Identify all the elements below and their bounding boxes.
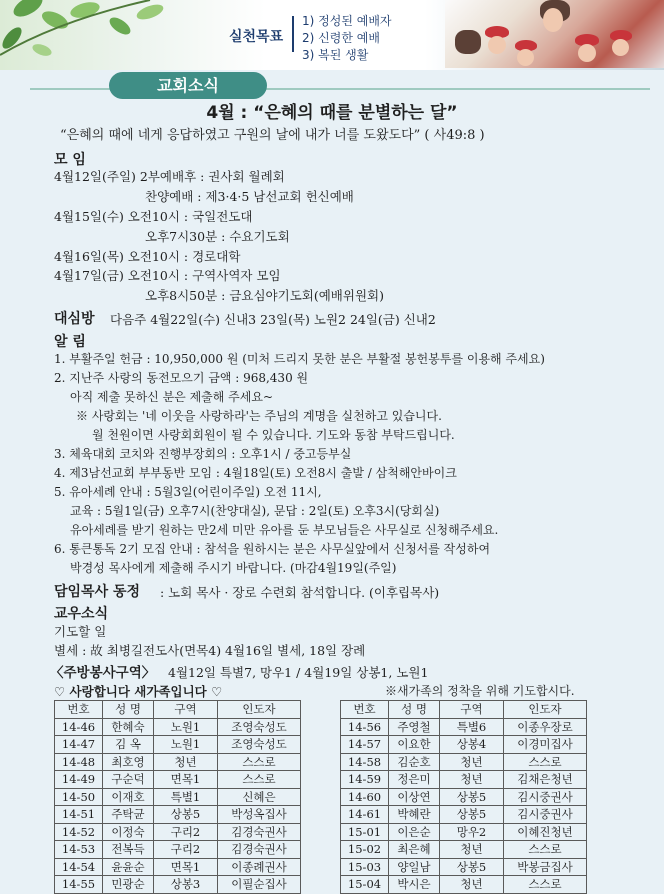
table-cell: 14-48: [55, 753, 103, 771]
table-cell: 김경숙권사: [218, 841, 301, 859]
table-cell: 청년: [440, 876, 504, 894]
notice-line: 아직 제출 못하신 분은 제출해 주세요~: [70, 390, 274, 404]
notice-line: 유아세례를 받기 원하는 만2세 미만 유아를 둔 부모님들은 사무실로 신청해주세요.: [70, 523, 499, 537]
notices-heading: 알 림: [54, 334, 86, 350]
table-cell: 14-59: [341, 771, 389, 789]
table-cell: 조영숙성도: [218, 718, 301, 736]
table-cell: 박봉금집사: [504, 858, 587, 876]
goals-label: 실천목표: [229, 29, 284, 45]
table-cell: 면목1: [154, 771, 218, 789]
members-line: 별세 : 故 최병길전도사(면목4) 4월16일 별세, 18일 장례: [54, 643, 366, 658]
table-cell: 이상연: [389, 788, 440, 806]
table-cell: 특별6: [440, 718, 504, 736]
table-cell: 이종례권사: [218, 858, 301, 876]
table-cell: 이종우장로: [504, 718, 587, 736]
table-cell: 민광순: [103, 876, 154, 894]
table-cell: 상봉5: [154, 806, 218, 824]
table-row: [341, 753, 587, 771]
notice-line: 5. 유아세례 안내 : 5월3일(어린이주일) 오전 11시,: [54, 485, 322, 499]
meeting-line: 4월15일(수) 오전10시 : 국일전도대: [54, 209, 253, 224]
table-cell: 상봉3: [154, 876, 218, 894]
table-cell: 김경숙권사: [218, 823, 301, 841]
column-header: 인도자: [218, 701, 301, 719]
column-header: 인도자: [504, 701, 587, 719]
table-cell: 14-55: [55, 876, 103, 894]
table-cell: 14-58: [341, 753, 389, 771]
notice-line: 박경성 목사에게 제출해 주시기 바랍니다. (마감4월19일(주일): [70, 561, 397, 575]
table-cell: 박시은: [389, 876, 440, 894]
table-cell: 14-53: [55, 841, 103, 859]
column-header: 구역: [440, 701, 504, 719]
table-cell: 김 옥: [103, 736, 154, 754]
notice-line: 6. 통큰통독 2기 모집 안내 : 참석을 원하시는 분은 사무실앞에서 신청서를 작성하여: [54, 542, 491, 556]
table-cell: 구순덕: [103, 771, 154, 789]
column-header: 번호: [341, 701, 389, 719]
leaves-decoration: [0, 0, 200, 70]
table-cell: 주탁균: [103, 806, 154, 824]
table-cell: 이은순: [389, 823, 440, 841]
table-row: [341, 841, 587, 859]
meetings-heading: 모 임: [54, 152, 86, 168]
table-cell: 이필순집사: [218, 876, 301, 894]
column-header: 구역: [154, 701, 218, 719]
newcomers-note: ※새가족의 정착을 위해 기도합시다.: [385, 684, 575, 698]
meeting-line: 4월17일(금) 오전10시 : 구역사역자 모임: [54, 268, 281, 283]
table-cell: 박혜란: [389, 806, 440, 824]
notice-line: 1. 부활주일 헌금 : 10,950,000 원 (미처 드리지 못한 분은 부활절 봉헌봉투를 이용해 주세요): [54, 352, 545, 366]
table-row: [55, 858, 301, 876]
month-title: 4월 : “은혜의 때를 분별하는 달”: [206, 103, 458, 123]
table-row: [55, 736, 301, 754]
goal-item: 3) 복된 생활: [302, 48, 369, 62]
goals-divider: [292, 16, 294, 52]
table-cell: 15-02: [341, 841, 389, 859]
table-row: [55, 876, 301, 894]
table-row: [55, 841, 301, 859]
table-cell: 상봉5: [440, 858, 504, 876]
table-row: [341, 718, 587, 736]
table-cell: 전복득: [103, 841, 154, 859]
table-row: [341, 823, 587, 841]
meeting-line: 4월12일(주일) 2부예배후 : 권사회 월례회: [54, 169, 285, 184]
table-cell: 15-04: [341, 876, 389, 894]
newcomers-title: ♡ 사랑합니다 새가족입니다 ♡: [54, 684, 223, 699]
table-cell: 구리2: [154, 841, 218, 859]
notice-line: 4. 제3남선교회 부부동반 모임 : 4월18일(토) 오전8시 출발 / 삼척해안바이크: [54, 466, 457, 480]
district-heading: 〈주방봉사구역〉: [50, 665, 156, 681]
table-row: [55, 806, 301, 824]
table-cell: 이정숙: [103, 823, 154, 841]
table-cell: 스스로: [504, 753, 587, 771]
section-tab: 교회소식: [109, 72, 267, 99]
table-cell: 망우2: [440, 823, 504, 841]
table-cell: 김순호: [389, 753, 440, 771]
table-cell: 15-03: [341, 858, 389, 876]
table-cell: 청년: [440, 771, 504, 789]
table-cell: 조영숙성도: [218, 736, 301, 754]
table-cell: 14-47: [55, 736, 103, 754]
table-row: [55, 788, 301, 806]
visiting-text: 다음주 4월22일(수) 신내3 23일(목) 노원2 24일(금) 신내2: [110, 312, 436, 327]
table-cell: 14-52: [55, 823, 103, 841]
meeting-line: 찬양예배 : 제3·4·5 남선교회 헌신예배: [145, 189, 354, 204]
table-row: [341, 806, 587, 824]
table-cell: 정은미: [389, 771, 440, 789]
meeting-line: 4월16일(목) 오전10시 : 경로대학: [54, 249, 241, 264]
table-row: [341, 736, 587, 754]
column-header: 성 명: [389, 701, 440, 719]
table-cell: 상봉4: [440, 736, 504, 754]
table-cell: 14-57: [341, 736, 389, 754]
table-cell: 스스로: [218, 771, 301, 789]
table-cell: 특별1: [154, 788, 218, 806]
table-row: [341, 858, 587, 876]
table-cell: 14-54: [55, 858, 103, 876]
meeting-line: 오후8시50분 : 금요심야기도회(예배위원회): [145, 288, 384, 303]
table-cell: 청년: [440, 841, 504, 859]
table-cell: 스스로: [504, 841, 587, 859]
column-header: 성 명: [103, 701, 154, 719]
table-cell: 신혜은: [218, 788, 301, 806]
table-row: [55, 823, 301, 841]
table-cell: 14-56: [341, 718, 389, 736]
table-cell: 청년: [154, 753, 218, 771]
table-cell: 이요한: [389, 736, 440, 754]
table-cell: 스스로: [218, 753, 301, 771]
newcomers-table-right: [340, 700, 587, 894]
table-row: [341, 771, 587, 789]
notice-line: 3. 체육대회 코치와 진행부장회의 : 오후1시 / 중고등부실: [54, 447, 352, 461]
goals-list: [302, 13, 392, 64]
choir-photo: [445, 0, 664, 68]
table-cell: 김시중권사: [504, 788, 587, 806]
table-cell: 14-49: [55, 771, 103, 789]
table-cell: 14-50: [55, 788, 103, 806]
table-cell: 최호영: [103, 753, 154, 771]
table-row: [55, 718, 301, 736]
goal-item: 2) 신령한 예배: [302, 31, 380, 45]
notice-line: 교육 : 5월1일(금) 오후7시(찬양대실), 문답 : 2일(토) 오후3시(당회실): [70, 504, 440, 518]
members-heading: 교우소식: [54, 606, 109, 622]
table-header-row: [341, 701, 587, 719]
table-header-row: [55, 701, 301, 719]
table-row: [341, 876, 587, 894]
table-cell: 이혜진청년: [504, 823, 587, 841]
table-cell: 14-60: [341, 788, 389, 806]
members-line: 기도할 일: [54, 624, 107, 639]
table-row: [55, 771, 301, 789]
pastor-text: : 노회 목사 · 장로 수련회 참석합니다. (이후립목사): [160, 585, 440, 600]
table-cell: 14-46: [55, 718, 103, 736]
table-cell: 김시중권사: [504, 806, 587, 824]
meeting-line: 오후7시30분 : 수요기도회: [145, 229, 290, 244]
column-header: 번호: [55, 701, 103, 719]
table-cell: 이경미집사: [504, 736, 587, 754]
table-cell: 양일남: [389, 858, 440, 876]
header-banner: [0, 0, 664, 70]
table-cell: 상봉5: [440, 788, 504, 806]
table-cell: 김채은청년: [504, 771, 587, 789]
table-cell: 청년: [440, 753, 504, 771]
district-text: 4월12일 특별7, 망우1 / 4월19일 상봉1, 노원1: [168, 665, 429, 680]
table-cell: 노원1: [154, 736, 218, 754]
verse-quote: “은혜의 때에 네게 응답하였고 구원의 날에 내가 너를 도왔도다” ( 사49:8 ): [60, 128, 485, 143]
notice-line: 월 천원이면 사랑회회원이 될 수 있습니다. 기도와 동참 부탁드립니다.: [92, 428, 455, 442]
notice-line: 2. 지난주 사랑의 동전모으기 금액 : 968,430 원: [54, 371, 309, 385]
pastor-heading: 담임목사 동정: [54, 584, 141, 600]
table-row: [55, 753, 301, 771]
table-cell: 15-01: [341, 823, 389, 841]
table-cell: 구리2: [154, 823, 218, 841]
table-cell: 한혜숙: [103, 718, 154, 736]
newcomers-table-left: [54, 700, 301, 894]
table-cell: 박성옥집사: [218, 806, 301, 824]
table-row: [341, 788, 587, 806]
visiting-heading: 대심방: [54, 311, 95, 327]
table-cell: 노원1: [154, 718, 218, 736]
table-cell: 상봉5: [440, 806, 504, 824]
table-cell: 14-51: [55, 806, 103, 824]
table-cell: 주영철: [389, 718, 440, 736]
table-cell: 이재호: [103, 788, 154, 806]
notice-line: ※ 사랑회는 '네 이웃을 사랑하라'는 주님의 계명을 실천하고 있습니다.: [76, 409, 442, 423]
table-cell: 14-61: [341, 806, 389, 824]
table-cell: 윤윤순: [103, 858, 154, 876]
goal-item: 1) 정성된 예배자: [302, 14, 392, 28]
table-cell: 면목1: [154, 858, 218, 876]
table-cell: 스스로: [504, 876, 587, 894]
table-cell: 최은혜: [389, 841, 440, 859]
